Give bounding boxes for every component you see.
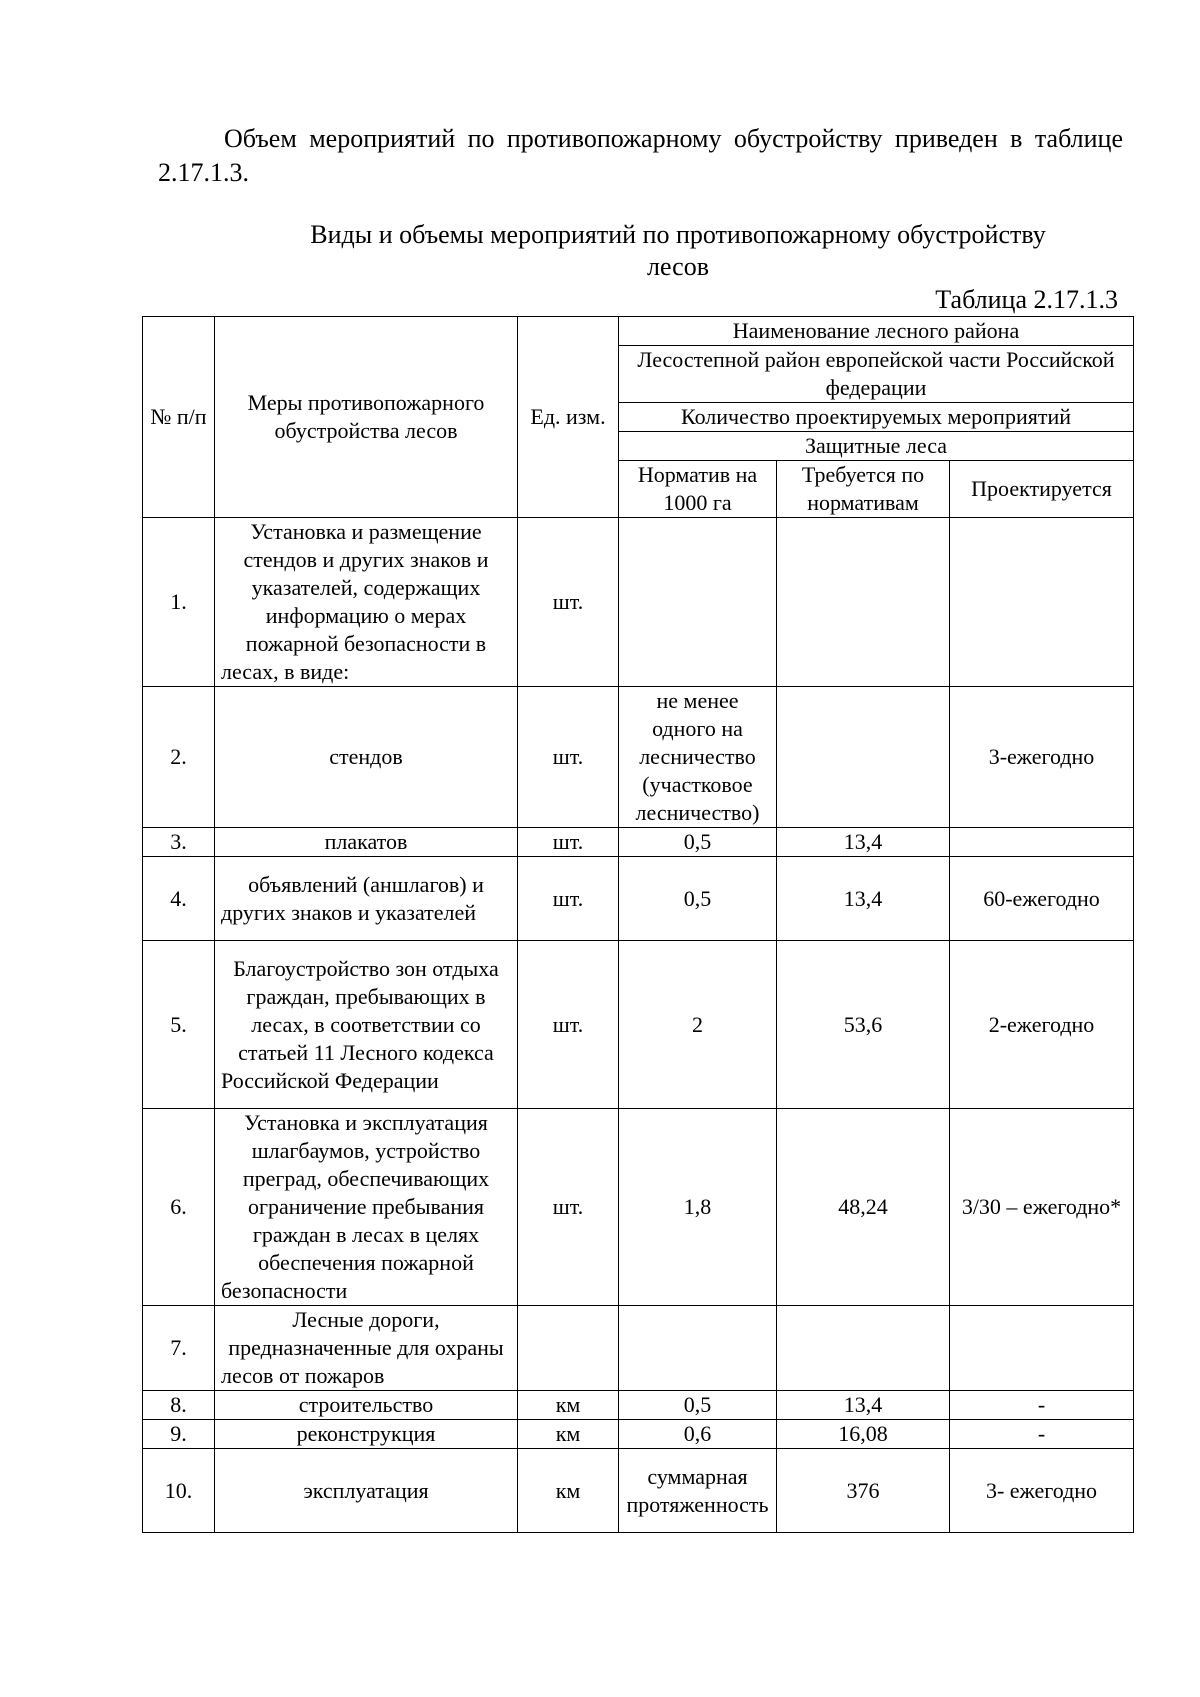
row-planned: -	[950, 1420, 1134, 1449]
row-measure: Благоустройство зон отдыха граждан, пребывающих в лесах, в соответствии со статьей 11 Лесного кодекса Российской Федерации	[215, 941, 518, 1109]
row-required: 53,6	[777, 941, 950, 1109]
table-number: Таблица 2.17.1.3	[935, 285, 1118, 314]
row-norm: 0,5	[619, 1391, 777, 1420]
header-unit: Ед. изм.	[518, 317, 619, 518]
table-row	[143, 828, 1134, 857]
row-unit: шт.	[518, 687, 619, 828]
row-planned	[950, 1306, 1134, 1391]
row-required	[777, 1306, 950, 1391]
row-measure: объявлений (аншлагов) и других знаков и указателей	[215, 857, 518, 941]
table-row	[143, 1391, 1134, 1420]
row-required: 13,4	[777, 1391, 950, 1420]
row-num: 2.	[143, 687, 215, 828]
header-forest-type: Защитные леса	[619, 432, 1134, 461]
fire-prevention-table	[142, 316, 1134, 1533]
row-norm: 0,5	[619, 828, 777, 857]
intro-paragraph	[158, 122, 1123, 190]
row-norm: 2	[619, 941, 777, 1109]
row-num: 8.	[143, 1391, 215, 1420]
heading-line-1: Виды и объемы мероприятий по противопожарному обустройству	[310, 220, 1046, 249]
row-required: 48,24	[777, 1109, 950, 1306]
row-unit: шт.	[518, 941, 619, 1109]
row-unit: км	[518, 1420, 619, 1449]
row-num: 5.	[143, 941, 215, 1109]
table-heading	[258, 219, 1098, 283]
row-measure: строительство	[215, 1391, 518, 1420]
row-num: 10.	[143, 1449, 215, 1533]
row-norm	[619, 518, 777, 687]
row-measure: стендов	[215, 687, 518, 828]
heading-line-2: лесов	[647, 252, 709, 281]
row-planned	[950, 828, 1134, 857]
table-row	[143, 687, 1134, 828]
table-row	[143, 1420, 1134, 1449]
table-row	[143, 1109, 1134, 1306]
row-measure: реконструкция	[215, 1420, 518, 1449]
intro-line-2: таблице 2.17.1.3.	[158, 124, 1123, 187]
row-required: 13,4	[777, 828, 950, 857]
row-measure: Установка и эксплуатация шлагбаумов, устройство преград, обеспечивающих ограничение пребывания граждан в лесах в целях обеспечения пожарной безопасности	[215, 1109, 518, 1306]
row-planned: 3- ежегодно	[950, 1449, 1134, 1533]
row-required: 376	[777, 1449, 950, 1533]
header-region-title: Наименование лесного района	[619, 317, 1134, 346]
header-region-name: Лесостепной район европейской части Российской федерации	[619, 346, 1134, 403]
row-planned: 3/30 – ежегодно*	[950, 1109, 1134, 1306]
row-required	[777, 518, 950, 687]
row-num: 4.	[143, 857, 215, 941]
row-norm: суммарная протяженность	[619, 1449, 777, 1533]
row-num: 1.	[143, 518, 215, 687]
row-unit	[518, 1306, 619, 1391]
row-planned: 60-ежегодно	[950, 857, 1134, 941]
row-unit: шт.	[518, 857, 619, 941]
row-required: 13,4	[777, 857, 950, 941]
row-norm	[619, 1306, 777, 1391]
row-norm: 1,8	[619, 1109, 777, 1306]
row-measure: Лесные дороги, предназначенные для охраны лесов от пожаров	[215, 1306, 518, 1391]
header-num: № п/п	[143, 317, 215, 518]
row-measure: эксплуатация	[215, 1449, 518, 1533]
row-planned: 3-ежегодно	[950, 687, 1134, 828]
table-row	[143, 941, 1134, 1109]
header-measures: Меры противопожарного обустройства лесов	[215, 317, 518, 518]
header-col-required: Требуется по нормативам	[777, 461, 950, 518]
intro-line-1: Объем мероприятий по противопожарному обустройству приведен в	[224, 124, 1023, 153]
table-row	[143, 1306, 1134, 1391]
row-norm: не менее одного на лесничество (участковое лесничество)	[619, 687, 777, 828]
row-required: 16,08	[777, 1420, 950, 1449]
row-unit: км	[518, 1449, 619, 1533]
table-row	[143, 1449, 1134, 1533]
row-num: 7.	[143, 1306, 215, 1391]
row-measure: Установка и размещение стендов и других знаков и указателей, содержащих информацию о мерах пожарной безопасности в лесах, в виде:	[215, 518, 518, 687]
row-unit: шт.	[518, 828, 619, 857]
table-row	[143, 518, 1134, 687]
row-unit: шт.	[518, 1109, 619, 1306]
header-col-norm: Норматив на 1000 га	[619, 461, 777, 518]
row-num: 3.	[143, 828, 215, 857]
row-measure: плакатов	[215, 828, 518, 857]
row-num: 9.	[143, 1420, 215, 1449]
row-planned: 2-ежегодно	[950, 941, 1134, 1109]
row-norm: 0,6	[619, 1420, 777, 1449]
row-required	[777, 687, 950, 828]
header-quantity-title: Количество проектируемых мероприятий	[619, 403, 1134, 432]
row-num: 6.	[143, 1109, 215, 1306]
row-norm: 0,5	[619, 857, 777, 941]
table-row	[143, 857, 1134, 941]
row-unit: шт.	[518, 518, 619, 687]
header-col-planned: Проектируется	[950, 461, 1134, 518]
row-planned	[950, 518, 1134, 687]
row-planned: -	[950, 1391, 1134, 1420]
row-unit: км	[518, 1391, 619, 1420]
